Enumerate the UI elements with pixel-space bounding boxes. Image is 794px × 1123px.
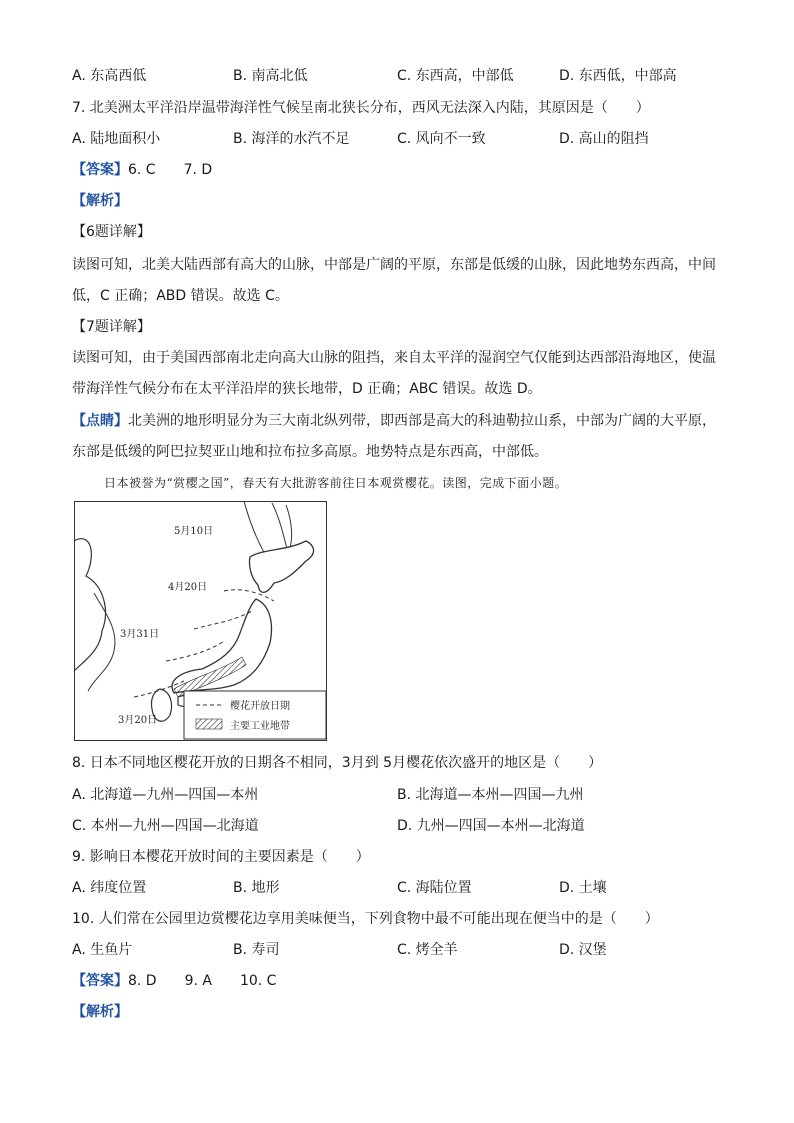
q8-option-c: C. 本州—九州—四国—北海道 [72,818,259,834]
q8-stem: 8. 日本不同地区樱花开放的日期各不相同，3月到 5月樱花依次盛开的地区是（ ） [72,755,603,771]
q10-option-c: C. 烤全羊 [397,942,458,958]
detail7-line-2: 带海洋性气候分布在太平洋沿岸的狭长地带，D 正确；ABC 错误。故选 D。 [72,381,542,397]
detail6-line-2: 低，C 正确；ABD 错误。故选 C。 [72,288,289,304]
answer-tag: 【答案】 [72,162,128,178]
q10-option-d: D. 汉堡 [559,942,607,958]
detail6-line-1: 读图可知，北美大陆西部有高大的山脉，中部是广阔的平原，东部是低缓的山脉，因此地势东西高，中间 [72,257,716,273]
q7-option-a: A. 陆地面积小 [72,131,161,147]
q8-option-d: D. 九州—四国—本州—北海道 [397,818,585,834]
q9-option-c: C. 海陆位置 [397,880,472,896]
label-mar31: 3月31日 [120,629,160,640]
detail7-tag: 【7题详解】 [72,319,151,335]
q7-stem: 7. 北美洲太平洋沿岸温带海洋性气候呈南北狭长分布，西风无法深入内陆，其原因是（ ） [72,100,650,116]
answer-line-2 [72,971,276,991]
legend-industry: 主要工业地带 [230,721,290,732]
tip-text-1: 北美洲的地形明显分为三大南北纵列带，即西部是高大的科迪勒拉山系，中部为广阔的大平原， [128,413,716,429]
answer-tag-2: 【答案】 [72,973,128,989]
q9-stem: 9. 影响日本樱花开放时间的主要因素是（ ） [72,849,370,865]
q6-option-d: D. 东西低，中部高 [559,68,677,84]
label-mar20: 3月20日 [118,715,158,726]
q9-option-b: B. 地形 [233,880,280,896]
q10-option-a: A. 生鱼片 [72,942,133,958]
q10-stem: 10. 人们常在公园里边赏樱花边享用美味便当，下列食物中最不可能出现在便当中的是（ ） [72,911,659,927]
tip-tag: 【点睛】 [72,413,128,429]
q7-option-d: D. 高山的阻挡 [559,131,649,147]
q7-option-c: C. 风向不一致 [397,131,486,147]
q10-option-b: B. 寿司 [233,942,280,958]
label-may10: 5月10日 [174,526,214,537]
answer-line-1 [72,160,212,180]
q8-option-a: A. 北海道—九州—四国—本州 [72,787,259,803]
q6-option-a: A. 东高西低 [72,68,147,84]
tip-line-2: 东部是低缓的阿巴拉契亚山地和拉布拉多高原。地势特点是东西高，中部低。 [72,444,548,460]
q7-option-b: B. 海洋的水汽不足 [233,131,350,147]
japan-sakura-map [74,501,327,741]
q8-option-b: B. 北海道—本州—四国—九州 [397,787,584,803]
passage-caption: 日本被誉为“赏樱之国”，春天有大批游客前往日本观赏樱花。读图，完成下面小题。 [104,476,568,490]
q9-option-d: D. 土壤 [559,880,607,896]
q9-option-a: A. 纬度位置 [72,880,147,896]
tip-line-1 [72,411,716,431]
detail6-tag: 【6题详解】 [72,224,151,240]
answer-text: 6. C 7. D [128,162,213,178]
detail7-line-1: 读图可知，由于美国西部南北走向高大山脉的阻挡，来自太平洋的湿润空气仅能到达西部沿海地区，使温 [72,350,716,366]
q6-option-c: C. 东西高，中部低 [397,68,514,84]
map-figure [74,501,327,741]
analysis-tag-1: 【解析】 [72,193,128,209]
label-apr20: 4月20日 [168,582,208,593]
answer-text-2: 8. D 9. A 10. C [128,973,277,989]
legend-bloom: 樱花开放日期 [230,701,290,712]
analysis-tag-2: 【解析】 [72,1004,128,1020]
q6-option-b: B. 南高北低 [233,68,308,84]
